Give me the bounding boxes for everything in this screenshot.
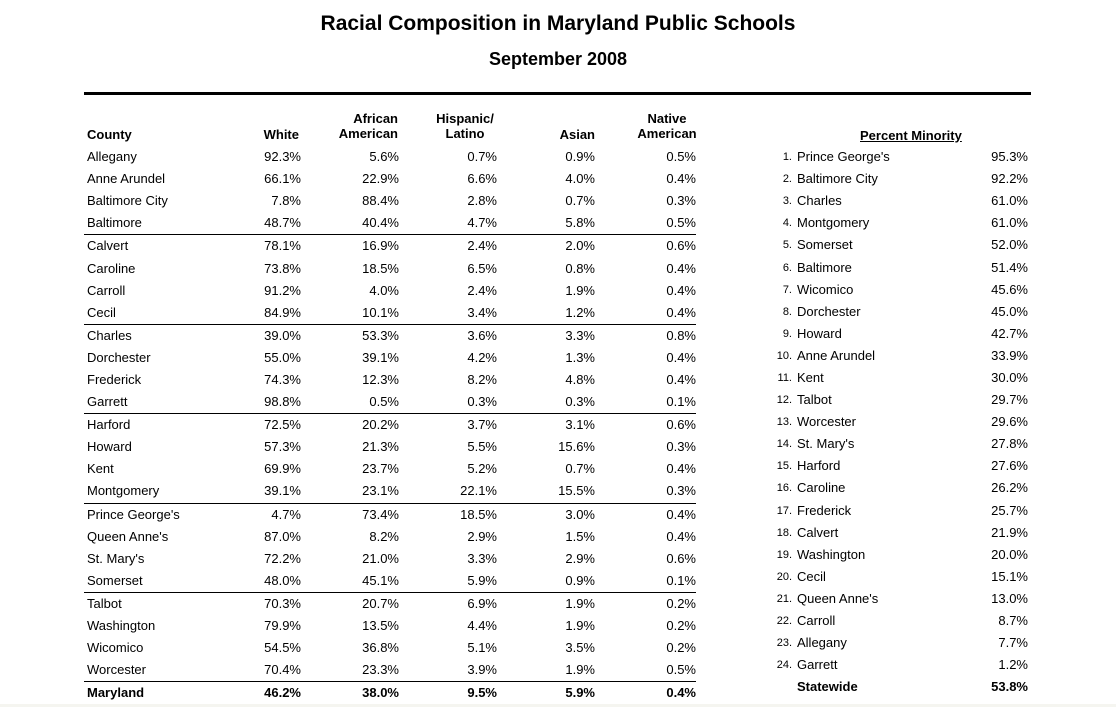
hispanic-pct: 3.6% xyxy=(467,327,497,343)
asian-pct: 3.0% xyxy=(565,506,595,522)
ranked-county-name: Anne Arundel xyxy=(797,347,876,363)
ranked-county-name: Dorchester xyxy=(797,303,861,319)
rank-number: 12. xyxy=(776,394,792,407)
table-row xyxy=(84,347,696,369)
hispanic-pct: 22.1% xyxy=(399,480,497,503)
county-name: Howard xyxy=(87,439,132,455)
hispanic-pct: 3.7% xyxy=(467,417,497,433)
hispanic-pct: 5.5% xyxy=(467,439,497,455)
white-pct: 73.8% xyxy=(264,260,301,276)
county-name: Montgomery xyxy=(84,480,247,503)
hispanic-pct: 5.2% xyxy=(467,461,497,477)
hispanic-pct: 6.5% xyxy=(467,260,497,276)
list-item xyxy=(770,654,1028,676)
rank-number: 15. xyxy=(776,460,792,473)
hispanic-pct: 2.9% xyxy=(467,528,497,544)
african-american-pct: 12.3% xyxy=(362,371,399,387)
list-item xyxy=(770,389,1028,411)
county-name: Worcester xyxy=(84,659,247,682)
minority-pct: 15.1% xyxy=(991,568,1028,584)
white-pct: 48.0% xyxy=(247,570,301,593)
african-american-pct: 23.3% xyxy=(301,659,399,682)
minority-pct: 33.9% xyxy=(991,347,1028,363)
hispanic-pct: 8.2% xyxy=(467,371,497,387)
percent-minority-table xyxy=(770,146,1028,698)
native-american-pct: 0.1% xyxy=(595,391,696,414)
rank-number: 24. xyxy=(776,659,792,672)
column-header-asian: Asian xyxy=(559,127,595,142)
asian-pct: 2.9% xyxy=(565,550,595,566)
african-american-pct: 21.0% xyxy=(362,550,399,566)
ranked-county-name: Frederick xyxy=(797,502,852,518)
list-item xyxy=(770,212,1028,234)
rank-number: 17. xyxy=(776,504,792,517)
list-item xyxy=(770,522,1028,544)
ranked-county-name: Carroll xyxy=(797,613,836,629)
african-american-pct: 10.1% xyxy=(301,302,399,325)
county-name: Cecil xyxy=(84,302,247,325)
hispanic-pct: 3.4% xyxy=(399,302,497,325)
native-american-pct: 0.6% xyxy=(666,550,696,566)
african-american-pct: 20.7% xyxy=(362,595,399,611)
list-item xyxy=(770,610,1028,632)
county-name: Prince George's xyxy=(87,506,180,522)
county-name: Talbot xyxy=(87,595,122,611)
ranked-county-name: Howard xyxy=(797,325,842,341)
african-american-pct: 22.9% xyxy=(362,171,399,187)
county-name: Somerset xyxy=(84,570,247,593)
table-row xyxy=(84,503,696,526)
native-american-pct: 0.5% xyxy=(595,659,696,682)
minority-pct: 95.3% xyxy=(991,149,1028,165)
white-pct: 79.9% xyxy=(264,618,301,634)
native-american-pct: 0.3% xyxy=(666,439,696,455)
total-asian-pct: 5.9% xyxy=(565,685,595,701)
ranked-county-name: Caroline xyxy=(797,480,846,496)
list-item xyxy=(770,345,1028,367)
native-american-pct: 0.4% xyxy=(666,371,696,387)
rank-number: 11. xyxy=(777,371,792,384)
asian-pct: 0.3% xyxy=(497,391,595,414)
list-item xyxy=(770,477,1028,499)
list-item xyxy=(770,455,1028,477)
minority-pct: 29.7% xyxy=(991,392,1028,408)
table-row xyxy=(84,458,696,480)
rank-number: 23. xyxy=(776,637,792,650)
asian-pct: 0.9% xyxy=(565,149,595,165)
total-row xyxy=(84,682,696,705)
ranked-county-name: St. Mary's xyxy=(797,436,855,452)
rank-number: 10. xyxy=(776,349,792,362)
african-american-pct: 16.9% xyxy=(362,238,399,254)
county-name: St. Mary's xyxy=(87,550,145,566)
asian-pct: 15.6% xyxy=(558,439,595,455)
table-row xyxy=(84,637,696,659)
white-pct: 4.7% xyxy=(271,506,301,522)
rank-number: 1. xyxy=(782,151,792,164)
hispanic-pct: 4.2% xyxy=(467,349,497,365)
asian-pct: 3.1% xyxy=(565,417,595,433)
rank-number: 20. xyxy=(776,570,792,583)
list-item xyxy=(770,632,1028,654)
hispanic-pct: 5.1% xyxy=(467,640,497,656)
table-row xyxy=(84,324,696,347)
statewide-label: Statewide xyxy=(797,679,858,695)
rank-number: 18. xyxy=(776,526,792,539)
ranked-county-name: Talbot xyxy=(797,392,832,408)
hispanic-pct: 2.4% xyxy=(467,282,497,298)
asian-pct: 1.9% xyxy=(497,659,595,682)
asian-pct: 4.8% xyxy=(565,371,595,387)
column-header-native-american: Native American xyxy=(637,111,697,141)
hispanic-pct: 0.7% xyxy=(467,149,497,165)
minority-pct: 20.0% xyxy=(991,546,1028,562)
white-pct: 39.1% xyxy=(247,480,301,503)
minority-pct: 45.6% xyxy=(991,281,1028,297)
white-pct: 70.3% xyxy=(264,595,301,611)
county-name: Baltimore xyxy=(84,212,247,235)
white-pct: 55.0% xyxy=(264,349,301,365)
native-american-pct: 0.4% xyxy=(666,260,696,276)
white-pct: 57.3% xyxy=(264,439,301,455)
native-american-pct: 0.4% xyxy=(666,349,696,365)
rank-number: 22. xyxy=(776,615,792,628)
column-header-percent-minority: Percent Minority xyxy=(860,128,962,143)
asian-pct: 2.0% xyxy=(565,238,595,254)
statewide-row xyxy=(770,676,1028,698)
white-pct: 39.0% xyxy=(264,327,301,343)
rank-number: 13. xyxy=(776,416,792,429)
african-american-pct: 8.2% xyxy=(369,528,399,544)
ranked-county-name: Charles xyxy=(797,193,842,209)
county-name: Anne Arundel xyxy=(87,171,166,187)
native-american-pct: 0.6% xyxy=(666,238,696,254)
list-item xyxy=(770,433,1028,455)
list-item xyxy=(770,301,1028,323)
list-item xyxy=(770,411,1028,433)
african-american-pct: 23.1% xyxy=(301,480,399,503)
african-american-pct: 73.4% xyxy=(362,506,399,522)
african-american-pct: 20.2% xyxy=(362,417,399,433)
minority-pct: 1.2% xyxy=(998,657,1028,673)
minority-pct: 42.7% xyxy=(991,325,1028,341)
table-row xyxy=(84,414,696,437)
table-row xyxy=(84,257,696,279)
african-american-pct: 4.0% xyxy=(369,282,399,298)
rank-number: 8. xyxy=(782,305,792,318)
table-row xyxy=(84,592,696,615)
total-native-american-pct: 0.4% xyxy=(666,685,696,701)
rank-number: 2. xyxy=(782,173,792,186)
minority-pct: 7.7% xyxy=(998,635,1028,651)
minority-pct: 92.2% xyxy=(991,171,1028,187)
white-pct: 72.2% xyxy=(264,550,301,566)
hispanic-pct: 0.3% xyxy=(399,391,497,414)
ranked-county-name: Allegany xyxy=(797,635,847,651)
column-header-county: County xyxy=(87,127,132,142)
native-american-pct: 0.2% xyxy=(666,618,696,634)
asian-pct: 15.5% xyxy=(497,480,595,503)
rank-number: 14. xyxy=(776,438,792,451)
native-american-pct: 0.1% xyxy=(595,570,696,593)
rank-number: 9. xyxy=(782,327,792,340)
asian-pct: 0.7% xyxy=(565,193,595,209)
table-row xyxy=(84,436,696,458)
asian-pct: 1.9% xyxy=(565,595,595,611)
table-row xyxy=(84,235,696,258)
asian-pct: 3.5% xyxy=(565,640,595,656)
asian-pct: 0.8% xyxy=(565,260,595,276)
native-american-pct: 0.4% xyxy=(666,528,696,544)
white-pct: 54.5% xyxy=(264,640,301,656)
county-name: Wicomico xyxy=(87,640,144,656)
native-american-pct: 0.4% xyxy=(666,461,696,477)
white-pct: 72.5% xyxy=(264,417,301,433)
hispanic-pct: 4.7% xyxy=(399,212,497,235)
ranked-county-name: Calvert xyxy=(797,524,839,540)
african-american-pct: 18.5% xyxy=(362,260,399,276)
native-american-pct: 0.2% xyxy=(666,595,696,611)
table-row xyxy=(84,548,696,570)
list-item xyxy=(770,323,1028,345)
hispanic-pct: 6.9% xyxy=(467,595,497,611)
native-american-pct: 0.4% xyxy=(666,506,696,522)
native-american-pct: 0.3% xyxy=(666,193,696,209)
ranked-county-name: Montgomery xyxy=(797,215,870,231)
county-name: Allegany xyxy=(87,149,137,165)
ranked-county-name: Somerset xyxy=(797,237,853,253)
native-american-pct: 0.4% xyxy=(595,302,696,325)
list-item xyxy=(770,190,1028,212)
list-item xyxy=(770,367,1028,389)
table-row xyxy=(84,526,696,548)
native-american-pct: 0.4% xyxy=(666,282,696,298)
county-name: Queen Anne's xyxy=(87,528,169,544)
statewide-rank-spacer xyxy=(770,676,797,698)
african-american-pct: 13.5% xyxy=(362,618,399,634)
african-american-pct: 45.1% xyxy=(301,570,399,593)
county-name: Garrett xyxy=(84,391,247,414)
table-row xyxy=(84,659,696,682)
minority-pct: 21.9% xyxy=(991,524,1028,540)
native-american-pct: 0.5% xyxy=(666,149,696,165)
white-pct: 84.9% xyxy=(247,302,301,325)
minority-pct: 27.8% xyxy=(991,436,1028,452)
ranked-county-name: Worcester xyxy=(797,414,856,430)
county-name: Calvert xyxy=(87,238,129,254)
county-name: Washington xyxy=(87,618,156,634)
minority-pct: 13.0% xyxy=(991,590,1028,606)
white-pct: 69.9% xyxy=(264,461,301,477)
ranked-county-name: Baltimore City xyxy=(797,171,878,187)
minority-pct: 27.6% xyxy=(991,458,1028,474)
ranked-county-name: Washington xyxy=(797,546,866,562)
rank-number: 6. xyxy=(782,261,792,274)
minority-pct: 45.0% xyxy=(991,303,1028,319)
ranked-county-name: Harford xyxy=(797,458,841,474)
county-name: Dorchester xyxy=(87,349,151,365)
asian-pct: 3.3% xyxy=(565,327,595,343)
hispanic-pct: 4.4% xyxy=(467,618,497,634)
county-name: Baltimore City xyxy=(87,193,168,209)
table-row xyxy=(84,146,696,168)
minority-pct: 61.0% xyxy=(991,215,1028,231)
total-white-pct: 46.2% xyxy=(264,685,301,701)
table-row xyxy=(84,615,696,637)
native-american-pct: 0.6% xyxy=(666,417,696,433)
african-american-pct: 39.1% xyxy=(362,349,399,365)
total-african-american-pct: 38.0% xyxy=(362,685,399,701)
list-item xyxy=(770,146,1028,168)
native-american-pct: 0.3% xyxy=(595,480,696,503)
asian-pct: 1.9% xyxy=(565,618,595,634)
minority-pct: 52.0% xyxy=(991,237,1028,253)
column-header-african-american: African American xyxy=(338,111,398,141)
white-pct: 78.1% xyxy=(264,238,301,254)
list-item xyxy=(770,500,1028,522)
asian-pct: 1.3% xyxy=(565,349,595,365)
county-name: Frederick xyxy=(87,371,142,387)
minority-pct: 29.6% xyxy=(991,414,1028,430)
african-american-pct: 21.3% xyxy=(362,439,399,455)
county-name: Harford xyxy=(87,417,131,433)
asian-pct: 0.9% xyxy=(497,570,595,593)
county-name: Charles xyxy=(87,327,132,343)
statewide-pct: 53.8% xyxy=(991,679,1028,695)
county-name: Kent xyxy=(87,461,114,477)
rank-number: 4. xyxy=(782,217,792,230)
african-american-pct: 88.4% xyxy=(362,193,399,209)
page-subtitle: September 2008 xyxy=(488,49,628,69)
minority-pct: 51.4% xyxy=(991,259,1028,275)
minority-pct: 25.7% xyxy=(991,502,1028,518)
list-item xyxy=(770,234,1028,256)
column-header-white: White xyxy=(263,127,299,142)
white-pct: 66.1% xyxy=(264,171,301,187)
table-row xyxy=(84,302,696,325)
african-american-pct: 53.3% xyxy=(362,327,399,343)
african-american-pct: 40.4% xyxy=(301,212,399,235)
african-american-pct: 36.8% xyxy=(362,640,399,656)
white-pct: 74.3% xyxy=(264,371,301,387)
minority-pct: 26.2% xyxy=(991,480,1028,496)
page-title: Racial Composition in Maryland Public Schools xyxy=(320,12,796,35)
white-pct: 48.7% xyxy=(247,212,301,235)
hispanic-pct: 6.6% xyxy=(467,171,497,187)
county-table xyxy=(84,146,696,704)
minority-pct: 8.7% xyxy=(998,613,1028,629)
hispanic-pct: 3.9% xyxy=(399,659,497,682)
white-pct: 92.3% xyxy=(264,149,301,165)
hispanic-pct: 18.5% xyxy=(460,506,497,522)
ranked-county-name: Garrett xyxy=(797,657,838,673)
african-american-pct: 5.6% xyxy=(369,149,399,165)
hispanic-pct: 2.4% xyxy=(467,238,497,254)
native-american-pct: 0.2% xyxy=(666,640,696,656)
asian-pct: 1.9% xyxy=(565,282,595,298)
white-pct: 98.8% xyxy=(247,391,301,414)
rank-number: 21. xyxy=(776,592,792,605)
african-american-pct: 23.7% xyxy=(362,461,399,477)
white-pct: 70.4% xyxy=(247,659,301,682)
table-row xyxy=(84,391,696,414)
minority-pct: 61.0% xyxy=(991,193,1028,209)
ranked-county-name: Queen Anne's xyxy=(797,590,879,606)
list-item xyxy=(770,279,1028,301)
african-american-pct: 0.5% xyxy=(301,391,399,414)
asian-pct: 1.5% xyxy=(565,528,595,544)
header-rule xyxy=(84,92,1031,95)
table-row xyxy=(84,480,696,503)
ranked-county-name: Baltimore xyxy=(797,259,852,275)
rank-number: 16. xyxy=(776,482,792,495)
hispanic-pct: 5.9% xyxy=(399,570,497,593)
county-name: Carroll xyxy=(87,282,126,298)
rank-number: 7. xyxy=(782,283,792,296)
county-name: Caroline xyxy=(87,260,136,276)
white-pct: 7.8% xyxy=(271,193,301,209)
list-item xyxy=(770,566,1028,588)
rank-number: 3. xyxy=(782,195,792,208)
ranked-county-name: Cecil xyxy=(797,568,826,584)
native-american-pct: 0.5% xyxy=(595,212,696,235)
ranked-county-name: Wicomico xyxy=(797,281,854,297)
ranked-county-name: Kent xyxy=(797,369,824,385)
list-item xyxy=(770,544,1028,566)
table-row xyxy=(84,212,696,235)
rank-number: 19. xyxy=(776,548,792,561)
list-item xyxy=(770,168,1028,190)
table-row xyxy=(84,570,696,593)
minority-pct: 30.0% xyxy=(991,369,1028,385)
native-american-pct: 0.8% xyxy=(666,327,696,343)
rank-number: 5. xyxy=(782,239,792,252)
native-american-pct: 0.4% xyxy=(666,171,696,187)
hispanic-pct: 2.8% xyxy=(467,193,497,209)
white-pct: 87.0% xyxy=(264,528,301,544)
list-item xyxy=(770,256,1028,278)
total-hispanic-pct: 9.5% xyxy=(467,685,497,701)
table-row xyxy=(84,190,696,212)
asian-pct: 4.0% xyxy=(565,171,595,187)
table-row xyxy=(84,369,696,391)
asian-pct: 1.2% xyxy=(497,302,595,325)
total-county-name: Maryland xyxy=(87,685,145,701)
table-row xyxy=(84,280,696,302)
column-header-hispanic-latino: Hispanic/ Latino xyxy=(436,111,494,141)
list-item xyxy=(770,588,1028,610)
white-pct: 91.2% xyxy=(264,282,301,298)
table-row xyxy=(84,168,696,190)
asian-pct: 0.7% xyxy=(565,461,595,477)
asian-pct: 5.8% xyxy=(497,212,595,235)
hispanic-pct: 3.3% xyxy=(467,550,497,566)
ranked-county-name: Prince George's xyxy=(797,149,890,165)
